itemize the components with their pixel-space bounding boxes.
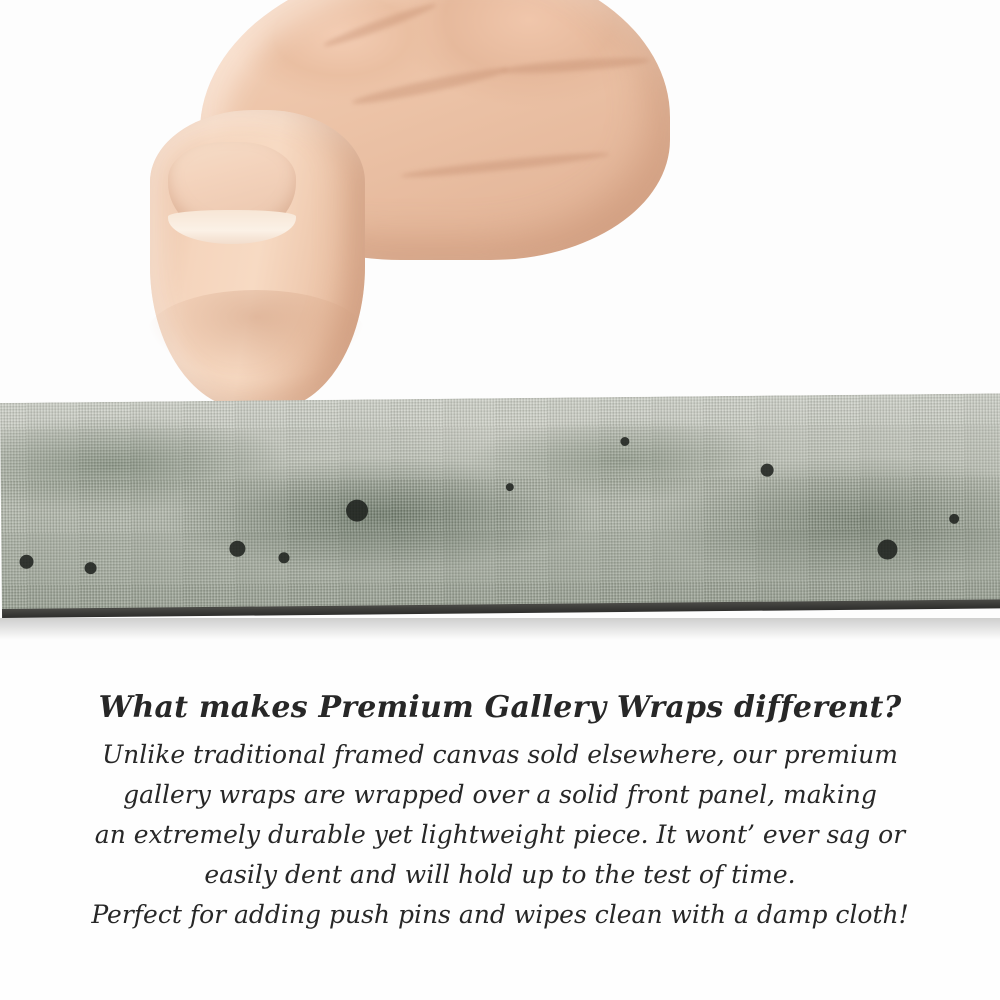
body-line: Unlike traditional framed canvas sold elsewhere, our premium (102, 740, 898, 769)
gallery-wrap-canvas-edge (0, 393, 1000, 618)
canvas-speck (761, 464, 774, 477)
body-line: an extremely durable yet lightweight piece. It wont’ ever sag or (94, 820, 906, 849)
knuckle-crease (400, 149, 610, 181)
body-line: Perfect for adding push pins and wipes clean with a damp cloth! (91, 900, 909, 929)
canvas-speck (506, 483, 514, 491)
knuckle-crease (500, 55, 650, 76)
canvas-speck (19, 555, 33, 569)
fingertip-shadow (146, 290, 366, 380)
canvas-speck (620, 437, 629, 446)
body-line: gallery wraps are wrapped over a solid front panel, making (123, 780, 877, 809)
hand-pressing-finger (110, 0, 670, 430)
knuckle-crease (351, 63, 510, 108)
canvas-speck (877, 539, 897, 559)
marketing-copy (0, 690, 1000, 935)
canvas-speck (85, 562, 97, 574)
canvas-drop-shadow (0, 618, 1000, 640)
canvas-weave-texture (0, 393, 1000, 613)
canvas-speck (229, 541, 245, 557)
body-line: easily dent and will hold up to the test of time. (204, 860, 796, 889)
headline: What makes Premium Gallery Wraps different? (98, 690, 902, 725)
canvas-speck (346, 499, 368, 521)
canvas-speck (949, 514, 959, 524)
knuckle-crease (322, 0, 438, 50)
canvas-speck (278, 552, 289, 563)
